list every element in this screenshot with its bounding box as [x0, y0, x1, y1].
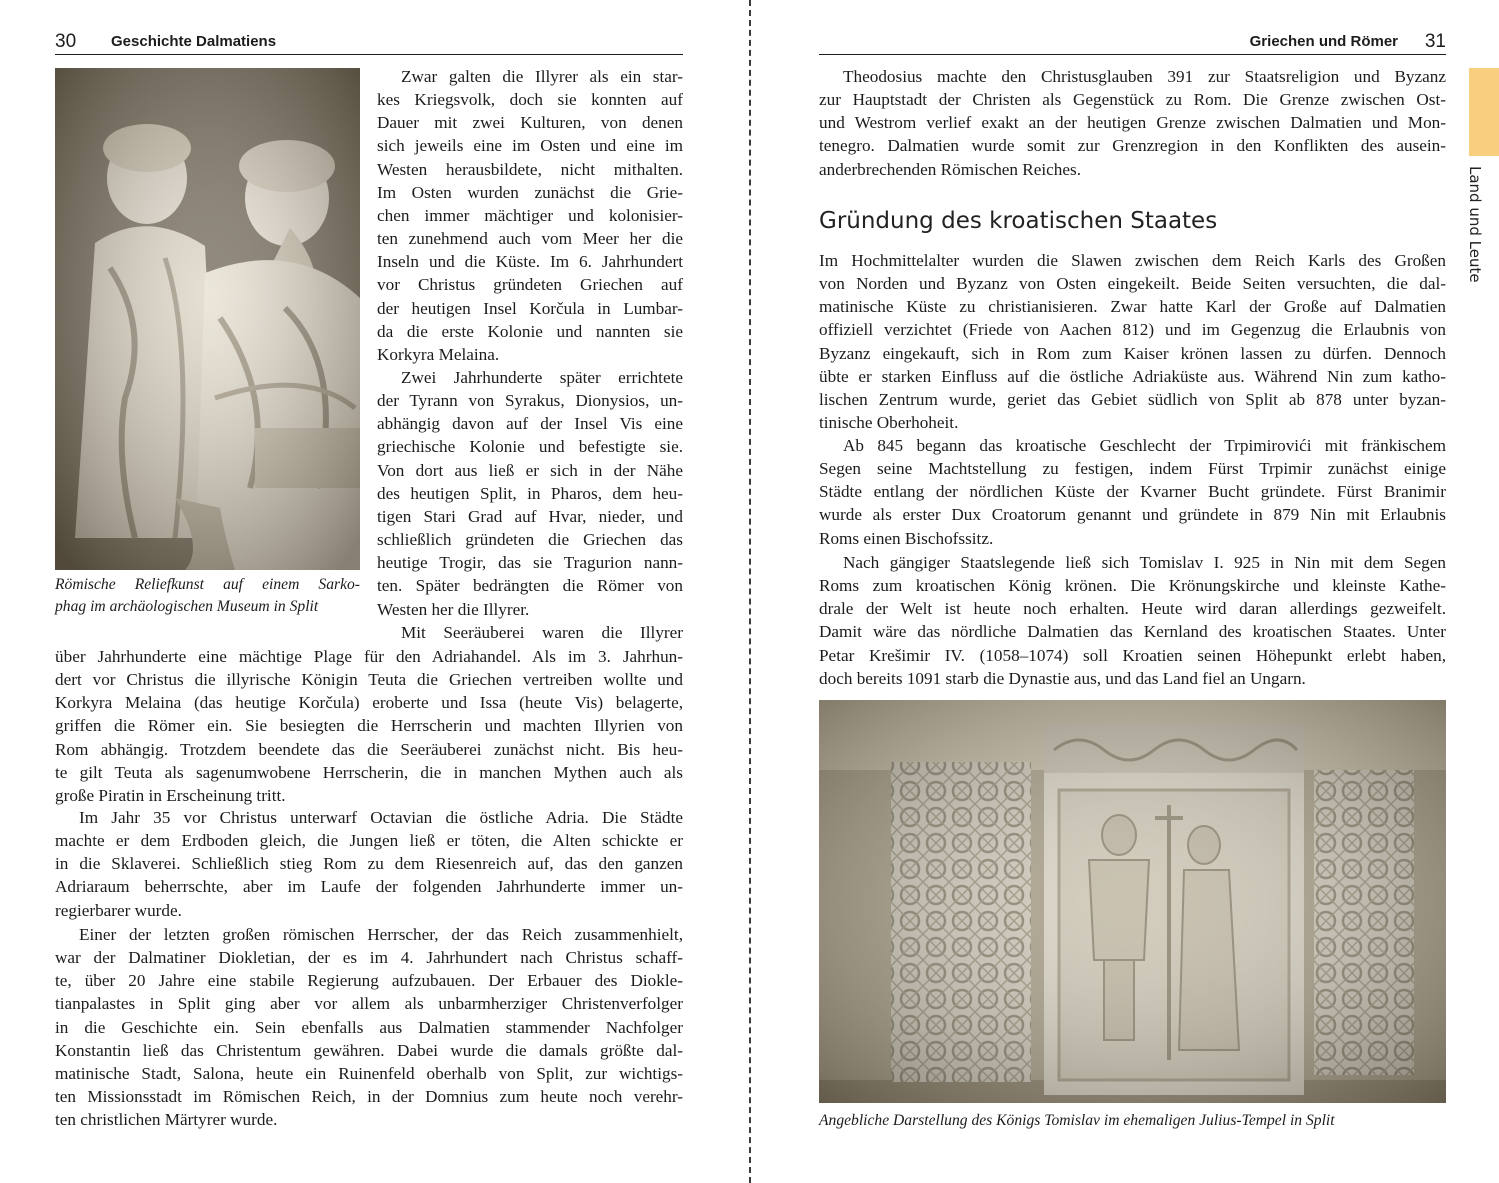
text-line: Westen herausbildete, nicht mithalten.: [377, 159, 683, 179]
text-line: da die erste Kolonie und nannten sie: [377, 321, 683, 341]
text-line: in die Geschichte ein. Sein ebenfalls aus Dalmatien stammender Nachfolger: [55, 1017, 683, 1037]
text-line: tinische Oberhoheit.: [819, 413, 959, 433]
intro-paragraph: [819, 65, 1446, 181]
section-heading: Gründung des kroatischen Staates: [819, 208, 1218, 234]
text-line: Im Jahr 35 vor Christus unterwarf Octavian die östliche Adria. Die Städte: [79, 808, 683, 827]
section-paragraph-1: [819, 249, 1446, 434]
text-line: Konstantin ließ das Christentum gewähren. Dabei wurde die damals größte dal-: [55, 1040, 683, 1060]
text-line: und Westrom verlief exakt an der heutigen Grenze zwischen Dalmatien und Mon-: [819, 113, 1446, 133]
text-line: Korkyra Melaina (das heutige Korčula) eroberte und Issa (heute Vis) belagerte,: [55, 693, 683, 713]
left-running-header: [55, 30, 683, 55]
text-line: wurde als erster Dux Croatorum genannt und gründete in 879 Nin mit Erlaubnis: [819, 505, 1446, 525]
text-line: Roms einen Bischofssitz.: [819, 528, 994, 548]
text-line: der heutigen Insel Korčula in Lumbar-: [377, 298, 683, 318]
text-line: abhängig davon auf der Insel Vis eine: [377, 414, 683, 434]
text-line: Ab 845 begann das kroatische Geschlecht der Trpimirovići mit fränkischem: [843, 436, 1446, 455]
text-line: te gilt Teuta als sagenumwobene Herrscherin, die in manchen Mythen auch als: [55, 762, 683, 782]
text-line: offiziell verzichtet (Friede von Aachen 812) und im Gegenzug die Erlaubnis von: [819, 320, 1446, 340]
text-line: kes Kriegsvolk, doch sie konnten auf: [377, 90, 683, 110]
text-line: Petar Krešimir IV. (1058–1074) soll Kroatien seinen Höhepunkt erlebt haben,: [819, 645, 1446, 665]
paragraph-3-continued: [55, 645, 683, 807]
text-line: über Jahrhunderte eine mächtige Plage für den Adriahandel. Als im 3. Jahrhun-: [55, 647, 683, 666]
text-line: der Tyrann von Syrakus, Dionysios, un-: [377, 391, 683, 411]
text-line: lischen Zentrum wurde, geriet das Gebiet südlich von Split ab 878 unter byzan-: [819, 389, 1446, 409]
left-running-title: Geschichte Dalmatiens: [111, 33, 277, 50]
text-line: war der Dalmatiner Diokletian, der es im 4. Jahrhundert nach Christus schaff-: [55, 948, 683, 968]
text-line: drale der Welt ist heute noch erhalten. Heute wird daran allerdings gezweifelt.: [819, 599, 1446, 619]
caption-line: phag im archäologischen Museum in Split: [55, 598, 319, 615]
chapter-side-tab: [1469, 68, 1499, 156]
text-line: ten zunehmend auch vom Meer her die: [377, 229, 683, 249]
text-line: heutige Trogir, das sie Tragurion nann-: [377, 553, 683, 573]
text-line: Inseln und die Küste. Im 6. Jahrhundert: [377, 252, 683, 272]
section-paragraph-3: [819, 551, 1446, 690]
text-line: vor Christus gründeten Griechen auf: [377, 275, 683, 295]
right-running-header: [819, 30, 1446, 55]
text-line: Einer der letzten großen römischen Herrscher, der das Reich zusammenhielt,: [79, 925, 683, 944]
tomislav-photo-caption: Angebliche Darstellung des Königs Tomislav im ehemaligen Julius-Tempel in Split: [819, 1112, 1335, 1129]
text-line: schließlich gründeten die Griechen das: [377, 530, 683, 550]
text-line: Zwei Jahrhunderte später errichtete: [401, 368, 683, 387]
text-line: Theodosius machte den Christusglauben 391 zur Staatsreligion und Byzanz: [843, 67, 1446, 86]
sarcophagus-relief-photo: [55, 68, 360, 570]
left-page-number: 30: [55, 31, 77, 52]
text-line: Im Osten wurden zunächst die Grie-: [377, 182, 683, 202]
text-line: Byzanz eingekauft, sich in Rom zum Kaiser krönen lassen zu dürfen. Dennoch: [819, 343, 1446, 363]
text-line: machte er dem Erdboden gleich, die Jungen ließ er töten, die Alten schickte er: [55, 831, 683, 851]
text-line: in die Sklaverei. Schließlich stieg Rom zu dem Riesenreich auf, das den ganzen: [55, 854, 683, 874]
text-line: Korkyra Melaina.: [377, 344, 500, 364]
column-paragraph-2: [377, 366, 683, 621]
text-line: matinische Stadt, Salona, heute ein Ruinenfeld oberhalb von Split, zur wichtigs-: [55, 1063, 683, 1083]
text-line: sich jeweils eine im Osten und eine im: [377, 136, 683, 156]
text-line: Segen seine Machtstellung zu festigen, indem Fürst Trpimir zunächst einige: [819, 459, 1446, 479]
text-line: Städte entlang der nördlichen Küste der Kvarner Bucht gründete. Fürst Branimir: [819, 482, 1446, 502]
sarcophagus-photo-caption: [55, 574, 360, 618]
right-running-title: Griechen und Römer: [1249, 33, 1398, 50]
text-line: Im Hochmittelalter wurden die Slawen zwischen dem Reich Karls des Großen: [819, 251, 1446, 270]
left-page: [0, 0, 749, 1183]
paragraph-5: [55, 923, 683, 1131]
text-line: von Norden und Byzanz von Osten eingekeilt. Beide Seiten versuchten, die dal-: [819, 274, 1446, 294]
text-line: regierbarer wurde.: [55, 900, 182, 920]
text-line: Damit wäre das nördliche Dalmatien das Kernland des kroatischen Staates. Unter: [819, 622, 1446, 642]
text-line: Adriaraum beherrschte, aber im Laufe der folgenden Jahrhunderte immer un-: [55, 877, 683, 897]
text-line: Nach gängiger Staatslegende ließ sich Tomislav I. 925 in Nin mit dem Segen: [843, 553, 1446, 572]
text-line: chen immer mächtiger und kolonisier-: [377, 205, 683, 225]
text-line: doch bereits 1091 starb die Dynastie aus, und das Land fiel an Ungarn.: [819, 668, 1306, 688]
text-line: griechische Kolonie und befestigte sie.: [377, 437, 683, 457]
right-page-number: 31: [1424, 31, 1446, 52]
text-line: Von dort aus ließ er sich in der Nähe: [377, 460, 683, 480]
text-line: Mit Seeräuberei waren die Illyrer: [401, 623, 683, 642]
tomislav-relief-photo: [819, 700, 1446, 1103]
chapter-side-label: Land und Leute: [1466, 166, 1484, 283]
text-line: tigen Stari Grad auf Hvar, nieder, und: [377, 506, 683, 526]
text-line: Westen her die Illyrer.: [377, 599, 530, 619]
text-line: ten. Später bedrängten die Römer von: [377, 576, 683, 596]
text-line: Dauer mit zwei Kulturen, von denen: [377, 113, 683, 133]
text-line: Rom abhängig. Trotzdem beendete das die Seeräuberei zunächst nicht. Bis heu-: [55, 739, 683, 759]
right-page: [751, 0, 1499, 1183]
text-line: übte er starken Einfluss auf die östliche Adriaküste aus. Während Nin zum katho-: [819, 366, 1446, 386]
paragraph-4: [55, 806, 683, 922]
column-paragraph-1: [377, 65, 683, 366]
text-line: tianpalastes in Split ging aber vor allem als unbarmherziger Christenverfolger: [55, 994, 683, 1014]
text-line: Zwar galten die Illyrer als ein star-: [401, 67, 683, 86]
text-line: griffen die Römer ein. Sie besiegten die Herrscherin und machten Illyrien von: [55, 716, 683, 736]
text-line: te, über 20 Jahre eine stabile Regierung aufzubauen. Der Erbauer des Diokle-: [55, 971, 683, 991]
text-line: tenegro. Dalmatien wurde somit zur Grenzregion in den Konflikten des ausein-: [819, 136, 1446, 156]
text-line: große Piratin in Erscheinung tritt.: [55, 785, 286, 805]
text-line: ten Missionsstadt im Römischen Reich, in der Domnius zum heute noch verehr-: [55, 1087, 683, 1107]
text-line: ten christlichen Märtyrer wurde.: [55, 1110, 278, 1130]
text-line: des heutigen Split, in Pharos, dem heu-: [377, 483, 683, 503]
text-line: dert vor Christus die illyrische Königin Teuta die Griechen vertreiben wollte und: [55, 670, 683, 690]
caption-line: Römische Reliefkunst auf einem Sarko-: [55, 576, 360, 593]
section-paragraph-2: [819, 434, 1446, 550]
column-paragraph-3-start: [377, 621, 683, 644]
text-line: Roms zum kroatischen König krönen. Die Krönungskirche und kleinste Kathe-: [819, 576, 1446, 596]
text-line: matinische Küste zu christianisieren. Zwar hatte Karl der Große auf Dalmatien: [819, 297, 1446, 317]
text-line: zur Hauptstadt der Christen als Gegenstück zu Rom. Die Grenze zwischen Ost-: [819, 90, 1446, 110]
text-line: anderbrechenden Römischen Reiches.: [819, 159, 1082, 179]
